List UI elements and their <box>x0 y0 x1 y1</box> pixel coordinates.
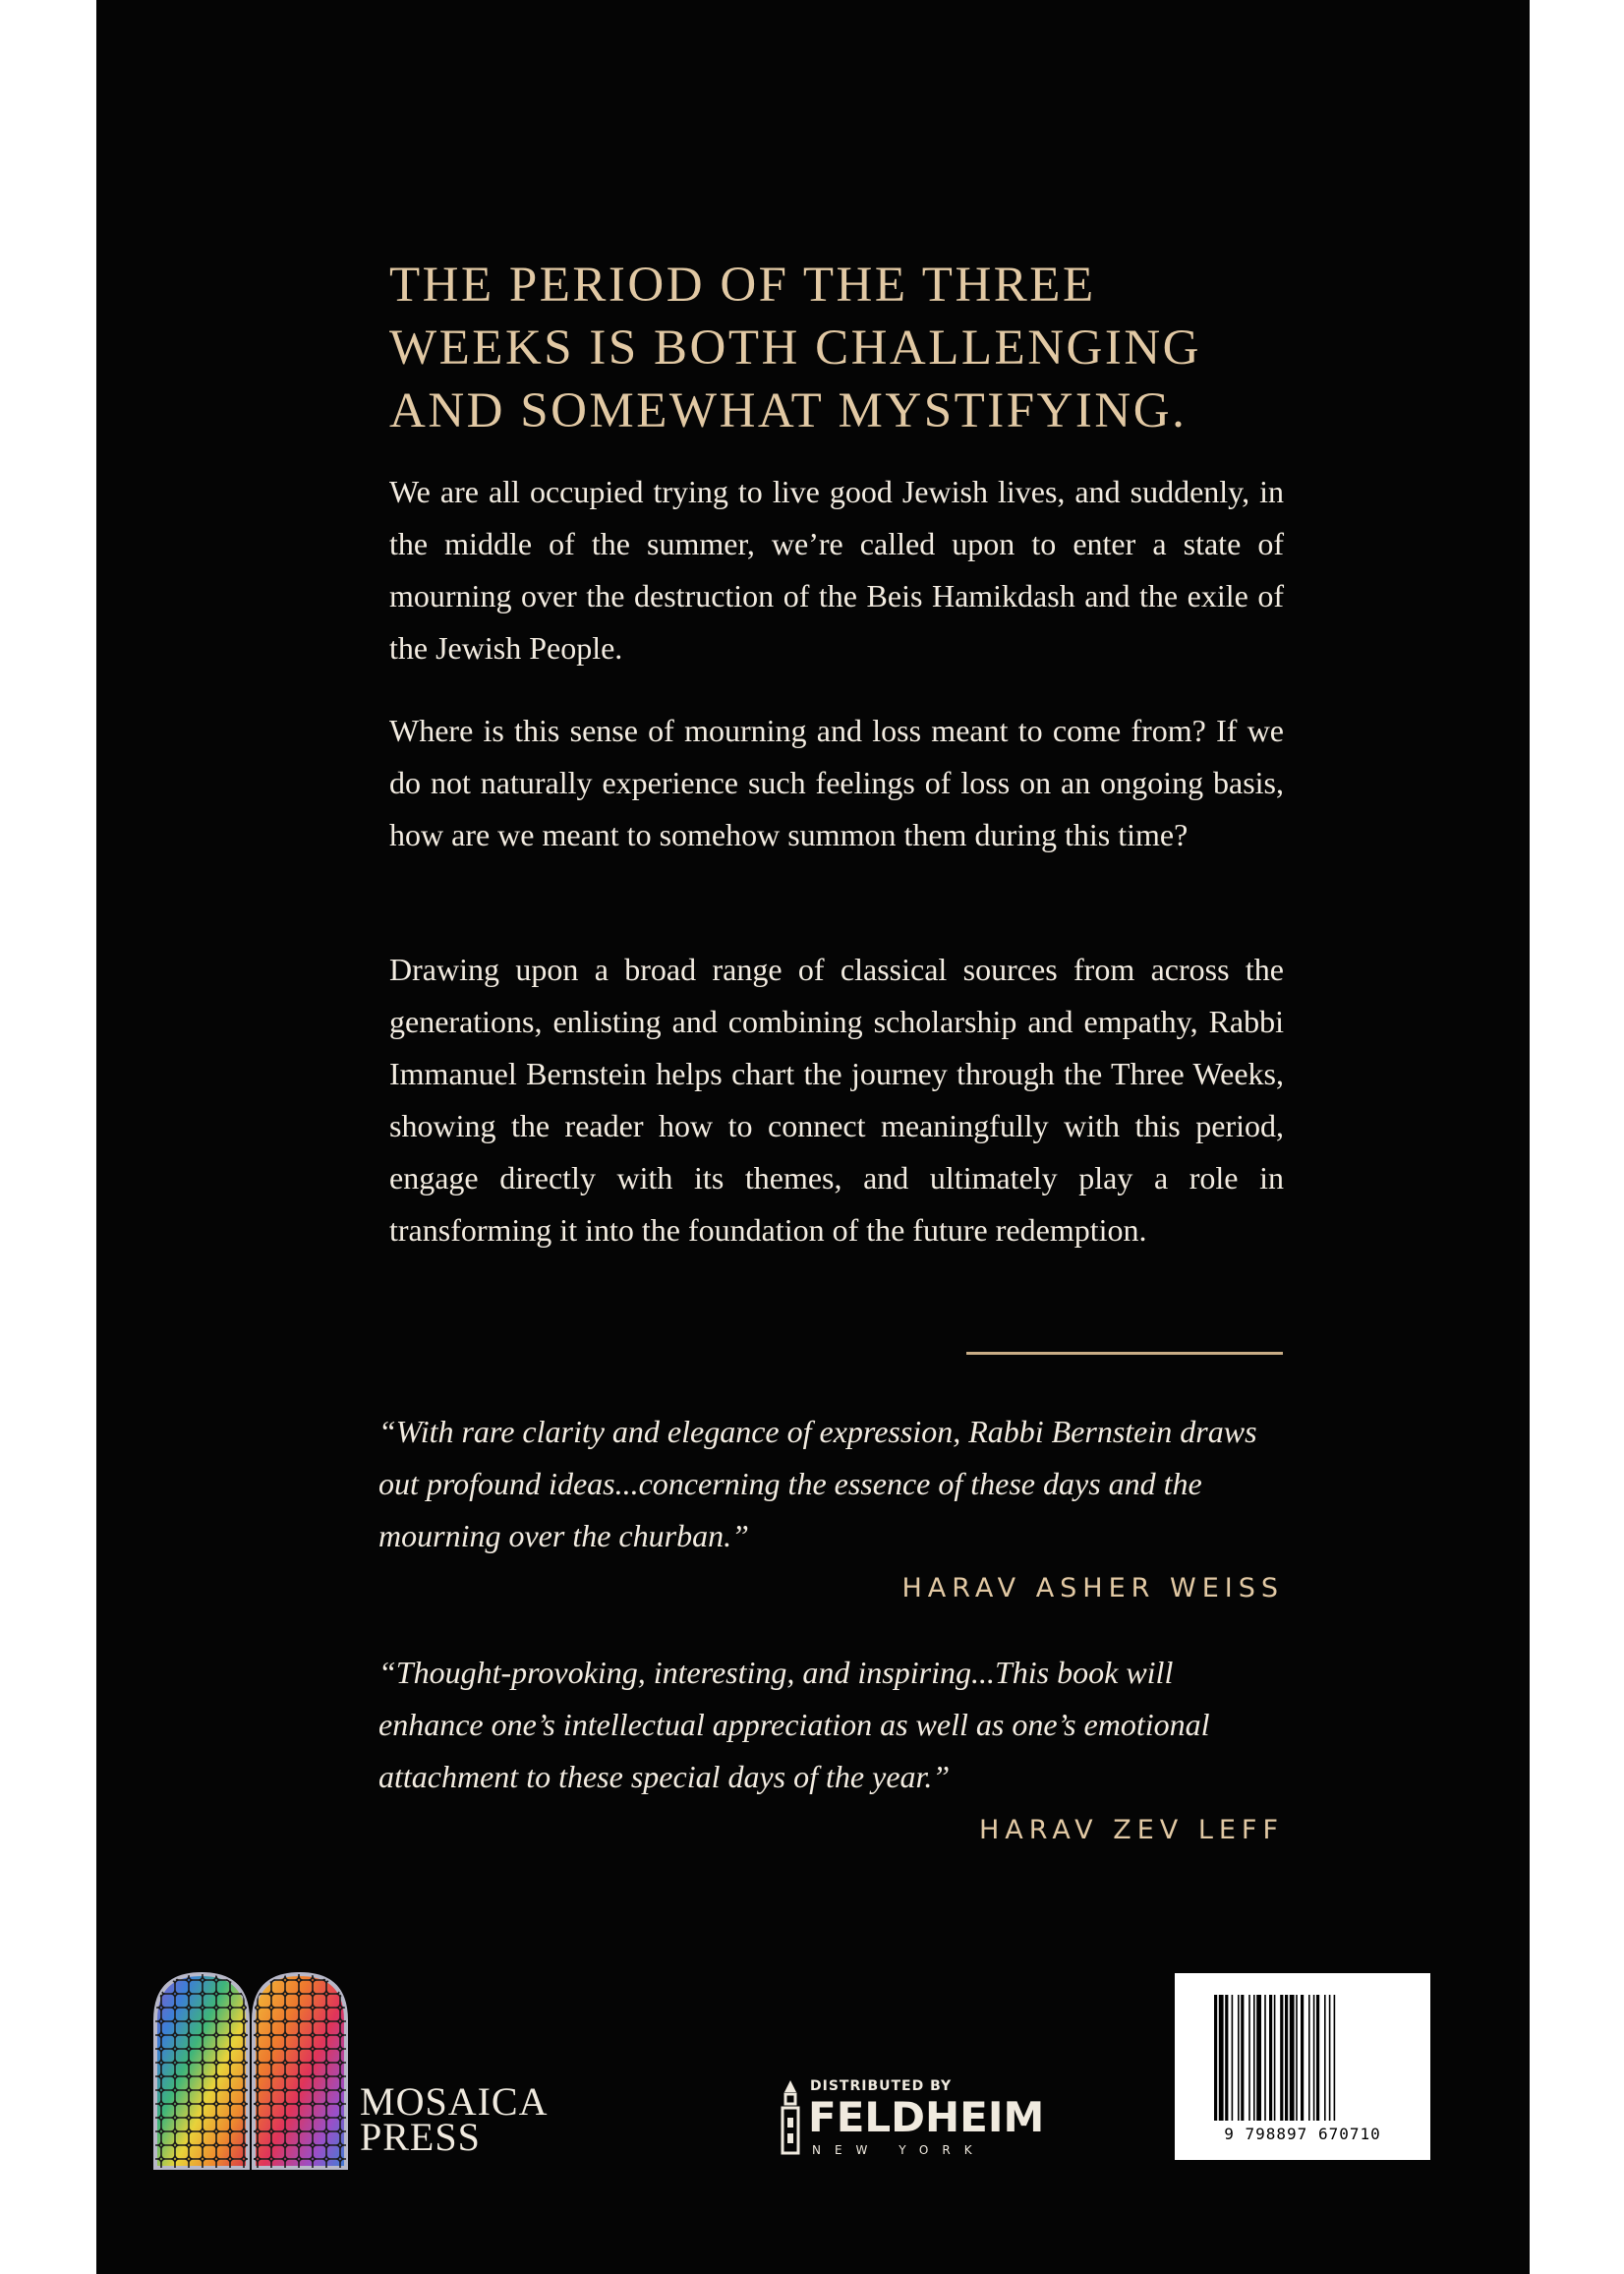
back-cover <box>96 0 1530 2274</box>
barcode-bar <box>1264 1995 1266 2121</box>
barcode-number: 9 798897 670710 <box>1224 2125 1381 2143</box>
publisher-name <box>360 2079 549 2159</box>
barcode-bar <box>1274 1995 1276 2121</box>
barcode-bar <box>1290 1995 1295 2121</box>
barcode-bars <box>1214 1995 1391 2123</box>
barcode-bar <box>1248 1995 1250 2121</box>
distributor-city: NEW YORK <box>812 2143 986 2157</box>
body-paragraph: Where is this sense of mourning and loss meant to come from? If we do not naturally experience such feelings of loss on an ongoing basis, how are we meant to somehow summon them during this time? <box>389 713 1284 852</box>
barcode-bar <box>1219 1995 1224 2121</box>
headline <box>389 254 1313 442</box>
feldheim-tower-icon <box>777 2078 804 2157</box>
barcode-bar <box>1296 1995 1298 2121</box>
stained-glass-tablets-icon <box>147 1966 354 2173</box>
barcode-bar <box>1269 1995 1272 2121</box>
barcode-bar <box>1285 1995 1288 2121</box>
distributor-name: FELDHEIM <box>808 2093 1045 2141</box>
barcode-bar <box>1316 1995 1319 2121</box>
publisher-name-line: MOSAICA <box>360 2079 549 2124</box>
endorsement-author: HARAV ZEV LEFF <box>978 1815 1284 1845</box>
barcode-bar <box>1313 1995 1315 2121</box>
barcode-bar <box>1241 1995 1244 2121</box>
barcode-bar <box>1232 1995 1234 2121</box>
section-divider <box>966 1352 1283 1355</box>
barcode-bar <box>1308 1995 1310 2121</box>
barcode-bar <box>1256 1995 1261 2121</box>
barcode-bar <box>1238 1995 1240 2121</box>
endorsement-author: HARAV ASHER WEISS <box>901 1573 1284 1603</box>
publisher-logo <box>147 1966 549 2173</box>
barcode-bar <box>1225 1995 1228 2121</box>
body-paragraph: Drawing upon a broad range of classical sources from across the generations, enlisting and combining scholarship and empathy, Rabbi Immanuel Bernstein helps chart the journey through the Three Weeks, showing the reader how to connect meaningfully with this period, engage directly with its themes, and ultimately play a role in transforming it into the foundation of the future redemption. <box>389 952 1284 1248</box>
barcode-bar <box>1329 1995 1331 2121</box>
publisher-name-line: PRESS <box>360 2115 481 2159</box>
headline-line: WEEKS IS BOTH CHALLENGING <box>389 321 1202 376</box>
barcode-bar <box>1324 1995 1326 2121</box>
endorsement-quote: “With rare clarity and elegance of expression, Rabbi Bernstein draws out profound ideas...concerning the essence of these days and the mourning over the churban.” <box>378 1414 1257 1553</box>
headline-line: AND SOMEWHAT MYSTIFYING. <box>389 383 1188 438</box>
endorsement-quote: “Thought-provoking, interesting, and inspiring...This book will enhance one’s intellectual appreciation as well as one’s emotional attachment to these special days of the year.” <box>378 1655 1210 1794</box>
barcode-bar <box>1214 1995 1217 2121</box>
distributor-label: DISTRIBUTED BY <box>810 2078 953 2094</box>
barcode-bar <box>1334 1995 1336 2121</box>
barcode-bar <box>1280 1995 1283 2121</box>
barcode-bar <box>1253 1995 1255 2121</box>
headline-line: THE PERIOD OF THE THREE <box>389 258 1096 313</box>
barcode-bar <box>1301 1995 1304 2121</box>
isbn-barcode <box>1175 1973 1430 2160</box>
body-paragraph: We are all occupied trying to live good Jewish lives, and suddenly, in the middle of the summer, we’re called upon to enter a state of mourning over the destruction of the Beis Hamikdash and the exile of the Jewish People. <box>389 474 1284 666</box>
distributor-logo <box>777 2072 1091 2171</box>
